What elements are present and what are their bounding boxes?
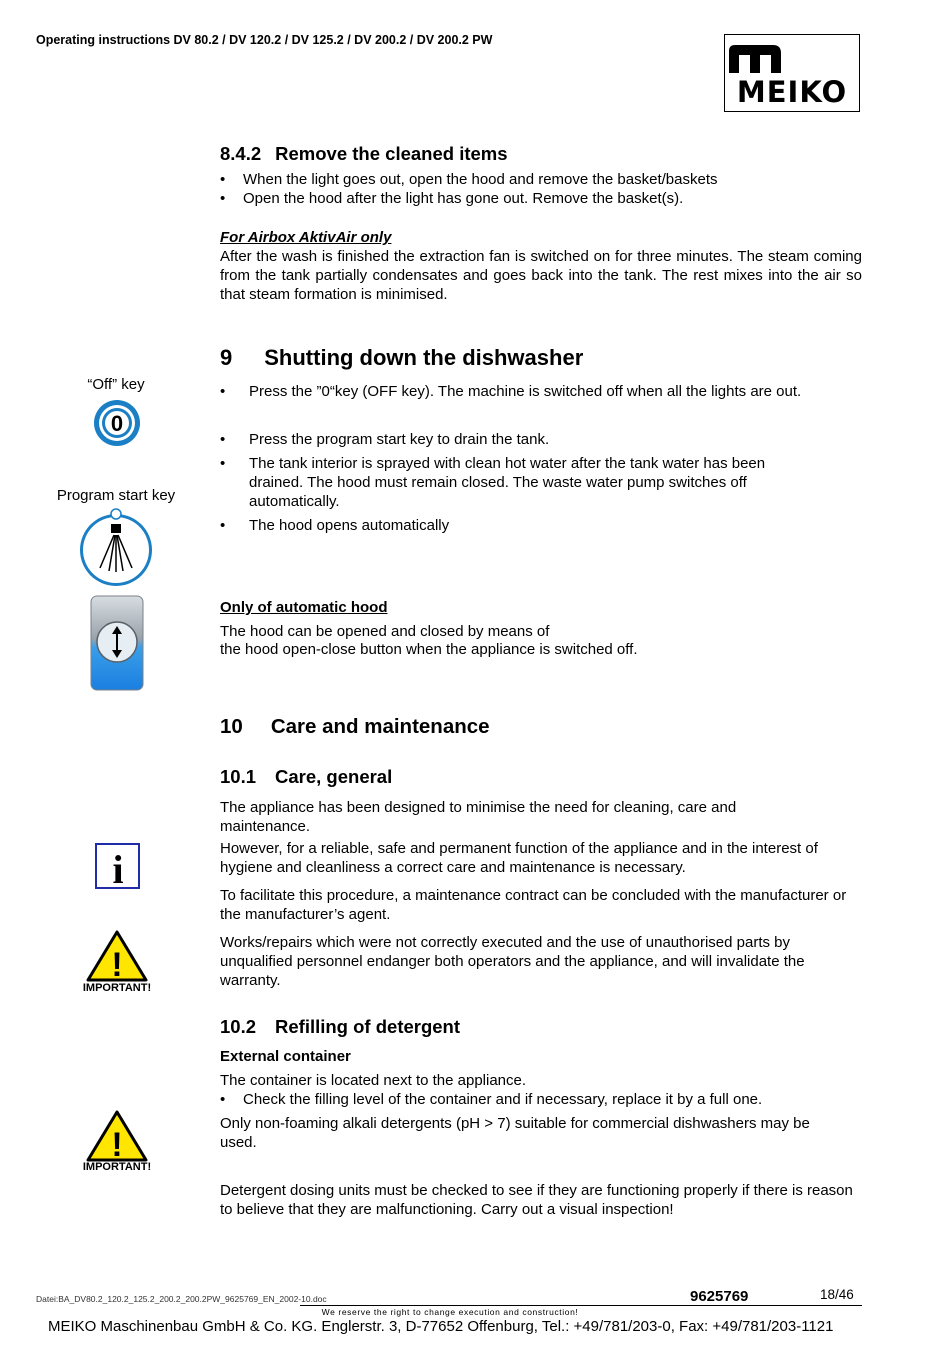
list-item: • The tank interior is sprayed with clean hot water after the tank water has been drained. The hood must remain closed. The waste water pump switches off automatically.	[220, 455, 766, 510]
list-item: • Check the filling level of the container and if necessary, replace it by a full one.	[220, 1091, 763, 1108]
automatic-hood-text-2: the hood open-close button when the appliance is switched off.	[220, 641, 638, 658]
external-container-text-1: The container is located next to the appliance.	[220, 1072, 527, 1089]
footer-reserve-note: We reserve the right to change execution and construction!	[321, 1307, 579, 1317]
off-key-icon	[92, 398, 142, 448]
list-item: • Press the ”0“key (OFF key). The machine is switched off when all the lights are out.	[220, 383, 802, 400]
section-842-title: Remove the cleaned items	[275, 143, 508, 164]
care-paragraph-1: The appliance has been designed to minimise the need for cleaning, care and maintenance.	[220, 799, 737, 835]
svg-text:0: 0	[110, 411, 124, 436]
section-842-heading	[220, 143, 508, 165]
section-10-number: 10	[220, 715, 243, 738]
care-paragraph-2: However, for a reliable, safe and permanent function of the appliance and in the interest of hygiene and cleanliness a correct care and maintenance is necessary.	[220, 840, 818, 876]
logo-wordmark: MEIKO	[736, 75, 848, 109]
list-item: • Open the hood after the light has gone out. Remove the basket(s).	[220, 190, 684, 207]
footer-company-address: MEIKO Maschinenbau GmbH & Co. KG. Englerstr. 3, D-77652 Offenburg, Tel.: +49/781/203-0, Fax: +49/781/203-1121	[48, 1318, 834, 1335]
footer-document-number: 9625769	[690, 1288, 749, 1305]
section-9-number: 9	[220, 345, 233, 370]
section-102-number: 10.2	[220, 1016, 257, 1037]
airbox-text: After the wash is finished the extraction fan is switched on for three minutes. The steam coming from the tank partially condensates and goes back into the tank. The rest mixes into the air so that steam formation is minimised.	[220, 248, 862, 303]
meiko-m-icon	[727, 41, 787, 75]
footer-divider	[300, 1305, 862, 1306]
section-10-heading	[220, 715, 490, 739]
svg-text:!: !	[111, 1126, 123, 1162]
warning-icon	[86, 1110, 148, 1162]
external-container-text-3: Detergent dosing units must be checked to see if they are functioning properly if there is reason to believe that they are malfunctioning. Carry out a visual inspection!	[220, 1182, 853, 1218]
footer-file-name: Datei:BA_DV80.2_120.2_125.2_200.2_200.2PW_9625769_EN_2002-10.doc	[36, 1294, 327, 1304]
section-101-heading	[220, 766, 392, 788]
automatic-hood-text-1: The hood can be opened and closed by means of	[220, 623, 550, 640]
svg-text:!: !	[111, 946, 123, 982]
list-item: • When the light goes out, open the hood and remove the basket/baskets	[220, 171, 718, 188]
info-icon	[95, 843, 141, 889]
airbox-label: For Airbox AktivAir only	[220, 229, 392, 246]
document-header-title: Operating instructions DV 80.2 / DV 120.2 / DV 125.2 / DV 200.2 / DV 200.2 PW	[36, 33, 493, 47]
section-9-title: Shutting down the dishwasher	[264, 345, 584, 370]
svg-text:i: i	[112, 847, 124, 889]
program-start-key-label: Program start key	[56, 487, 176, 504]
section-102-heading	[220, 1016, 460, 1038]
important-label: IMPORTANT!	[82, 982, 152, 994]
section-10-title: Care and maintenance	[270, 715, 490, 738]
section-9-heading	[220, 345, 583, 371]
care-paragraph-4: Works/repairs which were not correctly executed and the use of unauthorised parts by unqualified personnel endanger both operators and the appliance, and will invalidate the warranty.	[220, 934, 805, 989]
section-842-number: 8.4.2	[220, 143, 262, 164]
external-container-text-2: Only non-foaming alkali detergents (pH > 7) suitable for commercial dishwashers may be used.	[220, 1115, 810, 1151]
section-101-title: Care, general	[275, 766, 393, 787]
automatic-hood-label: Only of automatic hood	[220, 599, 388, 616]
list-item: • The hood opens automatically	[220, 517, 450, 534]
footer-page-number: 18/46	[820, 1287, 854, 1302]
off-key-label: “Off” key	[87, 376, 145, 393]
section-101-number: 10.1	[220, 766, 257, 787]
warning-icon	[86, 930, 148, 982]
care-paragraph-3: To facilitate this procedure, a maintenance contract can be concluded with the manufacturer or the manufacturer’s agent.	[220, 887, 847, 923]
list-item: • Press the program start key to drain the tank.	[220, 431, 550, 448]
hood-open-close-icon	[90, 595, 144, 691]
meiko-logo	[724, 34, 860, 112]
section-102-title: Refilling of detergent	[275, 1016, 461, 1037]
external-container-heading: External container	[220, 1048, 351, 1065]
important-label: IMPORTANT!	[82, 1161, 152, 1173]
program-start-key-icon	[77, 508, 157, 588]
